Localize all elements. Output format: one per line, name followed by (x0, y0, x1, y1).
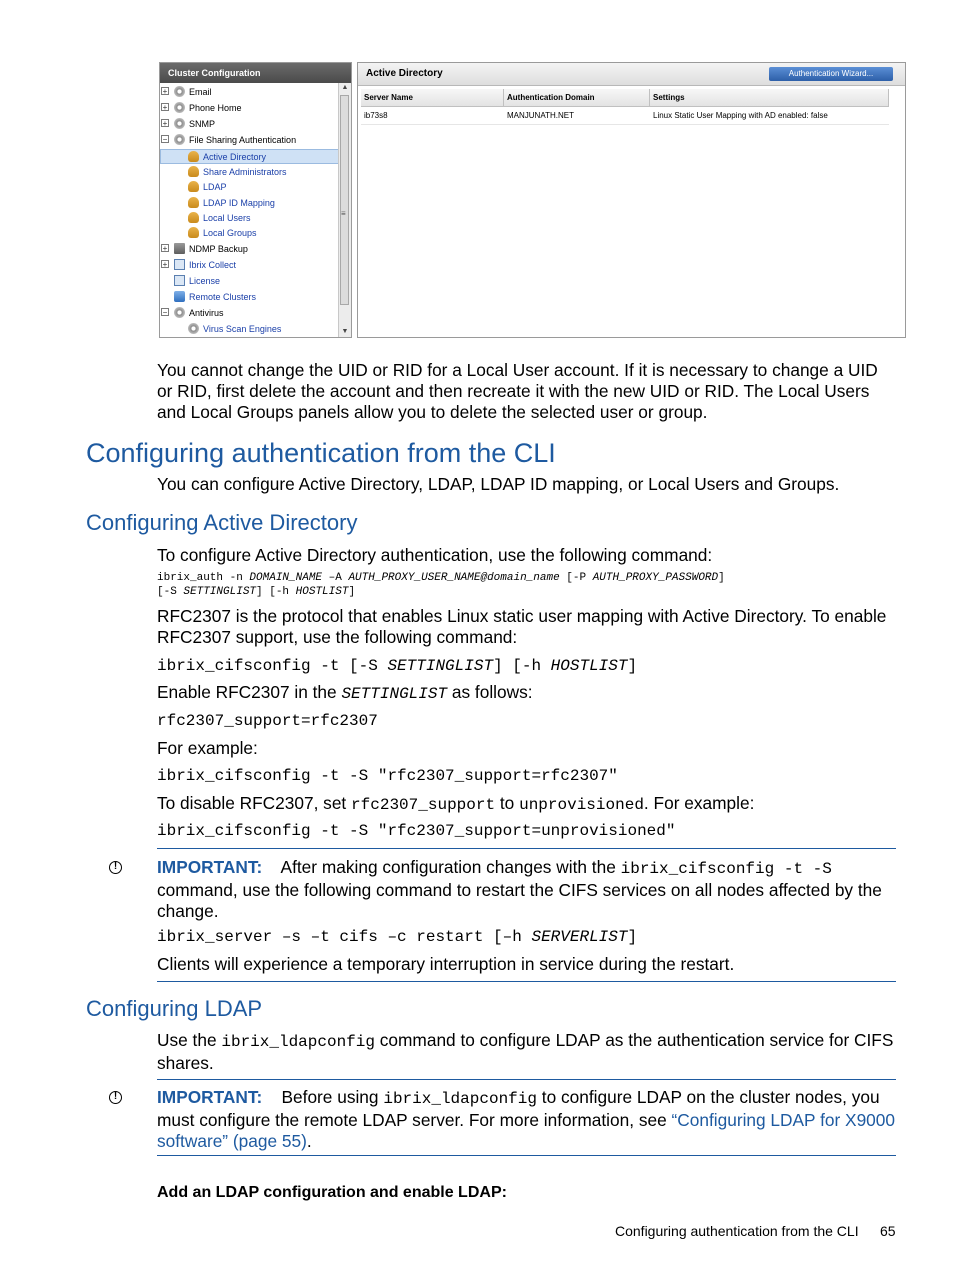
tree-scrollbar[interactable] (338, 83, 351, 337)
column-header[interactable]: Authentication Domain (504, 89, 650, 107)
scroll-thumb[interactable] (340, 95, 349, 305)
rfc2307-setting-code: rfc2307_support=rfc2307 (157, 712, 378, 730)
ldap-paragraph-1: Use the ibrix_ldapconfig command to configure LDAP as the authentication service for CIFS shares. (157, 1030, 894, 1074)
authentication-wizard-button[interactable]: Authentication Wizard... (769, 67, 893, 81)
disable-example-command: ibrix_cifsconfig -t -S "rfc2307_support=unprovisioned" (157, 822, 676, 840)
gear-icon (174, 118, 185, 129)
gear-icon (174, 134, 185, 145)
important-icon: ! (109, 861, 122, 874)
divider (157, 981, 896, 982)
tree-body: + Email + Phone Home + SNMP − File Sharing Authentication Active Directory Share Administrators LDAP LDAP ID Mapping Local Users Local Groups + NDMP Backup + Ibrix Collect License Remote Clusters − Antivirus Virus Scan Engines (160, 83, 339, 337)
table-row[interactable] (361, 107, 889, 125)
section-title: Configuring authentication from the CLI (86, 438, 556, 468)
scroll-down-arrow-icon[interactable]: ▼ (341, 328, 349, 335)
ad-paragraph-2: RFC2307 is the protocol that enables Linux static user mapping with Active Directory. To enable RFC2307 support, use the following command: (157, 606, 887, 648)
ad-heading: Configuring Active Directory (86, 510, 358, 535)
group-icon (188, 227, 199, 238)
gear-icon (174, 307, 185, 318)
users-icon (188, 197, 199, 208)
intro-paragraph: You cannot change the UID or RID for a Local User account. If it is necessary to change a UID or RID, first delete the account and then recreate it with the new UID or RID. The Local Users and Local Groups panels allow you to delete the selected user or group. (157, 360, 878, 423)
table-cell: ib73s8 (361, 107, 504, 125)
restart-cifs-command: ibrix_server –s –t cifs –c restart [–h SERVERLIST] (157, 928, 638, 946)
divider (157, 1155, 896, 1156)
section-intro: You can configure Active Directory, LDAP, LDAP ID mapping, or Local Users and Groups. (157, 474, 840, 494)
user-icon (188, 212, 199, 223)
cluster-icon (174, 291, 185, 302)
important-icon: ! (109, 1091, 122, 1104)
page-number: 65 (880, 1223, 896, 1239)
ldap-sub-heading: Add an LDAP configuration and enable LDAP: (157, 1184, 507, 1201)
expand-icon[interactable]: + (162, 87, 168, 96)
server-icon (174, 243, 185, 254)
collapse-icon[interactable]: − (162, 135, 168, 144)
gear-icon (188, 323, 199, 334)
expand-icon[interactable]: + (162, 244, 168, 253)
scroll-up-arrow-icon[interactable]: ▲ (341, 84, 349, 91)
expand-icon[interactable]: + (162, 103, 168, 112)
grip-icon: ≡ (341, 209, 346, 218)
table-header (361, 89, 889, 107)
users-icon (188, 151, 199, 162)
ad-paragraph-1: To configure Active Directory authentication, use the following command: (157, 545, 713, 565)
servers-table (361, 89, 889, 125)
ad-paragraph-3: Enable RFC2307 in the SETTINGLIST as follows: (157, 682, 533, 703)
document-icon (174, 275, 185, 286)
panel-header (358, 63, 905, 86)
important-note-ad-after: Clients will experience a temporary interruption in service during the restart. (157, 954, 735, 974)
divider (157, 1079, 896, 1080)
collapse-icon[interactable]: − (162, 308, 168, 317)
ldap-heading: Configuring LDAP (86, 996, 263, 1021)
screenshot-figure (159, 62, 906, 338)
important-note-ad: IMPORTANT: After making configuration changes with the ibrix_cifsconfig -t -S command, use the following command to restart the CIFS services on all nodes affected by the change. (157, 857, 882, 922)
table-cell: Linux Static User Mapping with AD enabled: false (650, 107, 889, 125)
users-icon (188, 166, 199, 177)
important-note-ldap: IMPORTANT: Before using ibrix_ldapconfig to configure LDAP on the cluster nodes, you must configure the remote LDAP server. For more information, see “Configuring LDAP for X9000 software” (page 55). (157, 1087, 896, 1152)
users-icon (188, 181, 199, 192)
ldap-config-link[interactable]: “Configuring LDAP for X9000 software” (page 55) (157, 1110, 896, 1152)
ad-paragraph-5: To disable RFC2307, set rfc2307_support to unprovisioned. For example: (157, 793, 755, 814)
table-cell: MANJUNATH.NET (504, 107, 650, 125)
cifsconfig-command: ibrix_cifsconfig -t [-S SETTINGLIST] [-h HOSTLIST] (157, 657, 638, 675)
footer-title: Configuring authentication from the CLI (615, 1223, 859, 1239)
expand-icon[interactable]: + (162, 119, 168, 128)
enable-example-command: ibrix_cifsconfig -t -S "rfc2307_support=rfc2307" (157, 767, 618, 785)
tree-title: Cluster Configuration (160, 63, 351, 83)
panel-title: Active Directory (366, 68, 443, 79)
gear-icon (174, 102, 185, 113)
cluster-config-tree (159, 62, 352, 338)
expand-icon[interactable]: + (162, 260, 168, 269)
gear-icon (174, 86, 185, 97)
ad-paragraph-4: For example: (157, 738, 258, 758)
ad-command-line-2: [-S SETTINGLIST] [-h HOSTLIST] (157, 586, 356, 598)
document-icon (174, 259, 185, 270)
active-directory-panel (357, 62, 906, 338)
divider (157, 848, 896, 849)
column-header[interactable]: Settings (650, 89, 889, 107)
tree-item-active-directory[interactable]: Active Directory (160, 149, 340, 164)
ad-command-line-1: ibrix_auth -n DOMAIN_NAME –A AUTH_PROXY_USER_NAME@domain_name [-P AUTH_PROXY_PASSWORD] (157, 572, 725, 584)
column-header[interactable]: Server Name (361, 89, 504, 107)
